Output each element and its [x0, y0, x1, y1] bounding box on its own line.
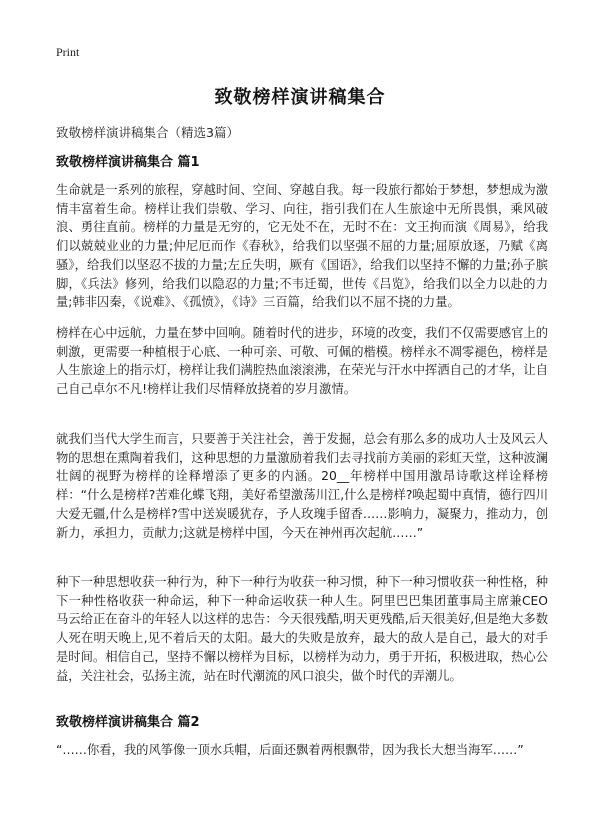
paragraph-1-1: 生命就是一系列的旅程，穿越时间、空间、穿越自我。每一段旅行都始于梦想，梦想成为激情丰富着生命。榜样让我们崇敬、学习、向往，指引我们在人生旅途中无所畏惧，乘风破浪、勇往直前。榜样的力量是无穷的，它无处不在，无时不在：文王拘而演《周易》，给我们以兢兢业业的力量;仲尼厄而作《春秋》，给我们以坚强不屈的力量;屈原放逐，乃赋《离骚》，给我们以坚忍不拔的力量;左丘失明，厥有《国语》，给我们以坚持不懈的力量;孙子膑脚，《兵法》修列，给我们以隐忍的力量;不韦迁蜀，世传《吕览》，给我们以全力以赴的力量;韩非囚秦，《说难》、《孤愤》，《诗》三百篇，给我们以不屈不挠的力量。 [56, 183, 548, 310]
paragraph-2-1: “……你看，我的风筝像一顶水兵帽，后面还飘着两根飘带，因为我长大想当海军……” [56, 743, 524, 757]
page-title: 致敬榜样演讲稿集合 [214, 87, 386, 108]
document-subtitle: 致敬榜样演讲稿集合（精选3篇） [56, 125, 239, 140]
print-link[interactable]: Print [56, 45, 80, 59]
paragraph-1-3: 就我们当代大学生而言，只要善于关注社会，善于发掘，总会有那么多的成功人士及风云人物的思想在熏陶着我们，这种思想的力量激励着我们去寻找前方美丽的彩虹天堂，这种波澜壮阔的视野为榜样的诠释增添了更多的内涵。20__年榜样中国用激昂诗歌这样诠释榜样：“什么是榜样?苦难化蝶飞翔，美好希望激荡川江,什么是榜样?唤起蜀中真情，德行四川大爱无疆,什么是榜样?雪中送炭暖犹存，予人玫瑰手留香……影响力，凝聚力，推动力，创新力，承担力，贡献力;这就是榜样中国，今天在神州再次起航……” [56, 432, 548, 540]
section-heading-1: 致敬榜样演讲稿集合 篇1 [56, 155, 200, 170]
paragraph-1-4: 种下一种思想收获一种行为，种下一种行为收获一种习惯，种下一种习惯收获一种性格，种下一种性格收获一种命运，种下一种命运收获一种人生。阿里巴巴集团董事局主席兼CEO马云给正在奋斗的年轻人以这样的忠告：今天很残酷,明天更残酷,后天很美好,但是绝大多数人死在明天晚上,见不着后天的太阳。最大的失败是放弃，最大的敌人是自己，最大的对手是时间。相信自己，坚持不懈以榜样为目标，以榜样为动力，勇于开拓，积极进取，热心公益，关注社会，弘扬主流，站在时代潮流的风口浪尖，做个时代的弄潮儿。 [56, 575, 548, 683]
section-heading-2: 致敬榜样演讲稿集合 篇2 [56, 715, 200, 730]
paragraph-1-2: 榜样在心中远航，力量在梦中回响。随着时代的进步，环境的改变，我们不仅需要感官上的刺激，更需要一种植根于心底、一种可亲、可敬、可佩的楷模。榜样永不凋零褪色，榜样是人生旅途上的指示灯，榜样让我们满腔热血滚滚沸，在荣光与汗水中挥洒自己的才华，让自己自己卓尔不凡!榜样让我们尽情释放挠着的岁月激情。 [56, 326, 548, 397]
